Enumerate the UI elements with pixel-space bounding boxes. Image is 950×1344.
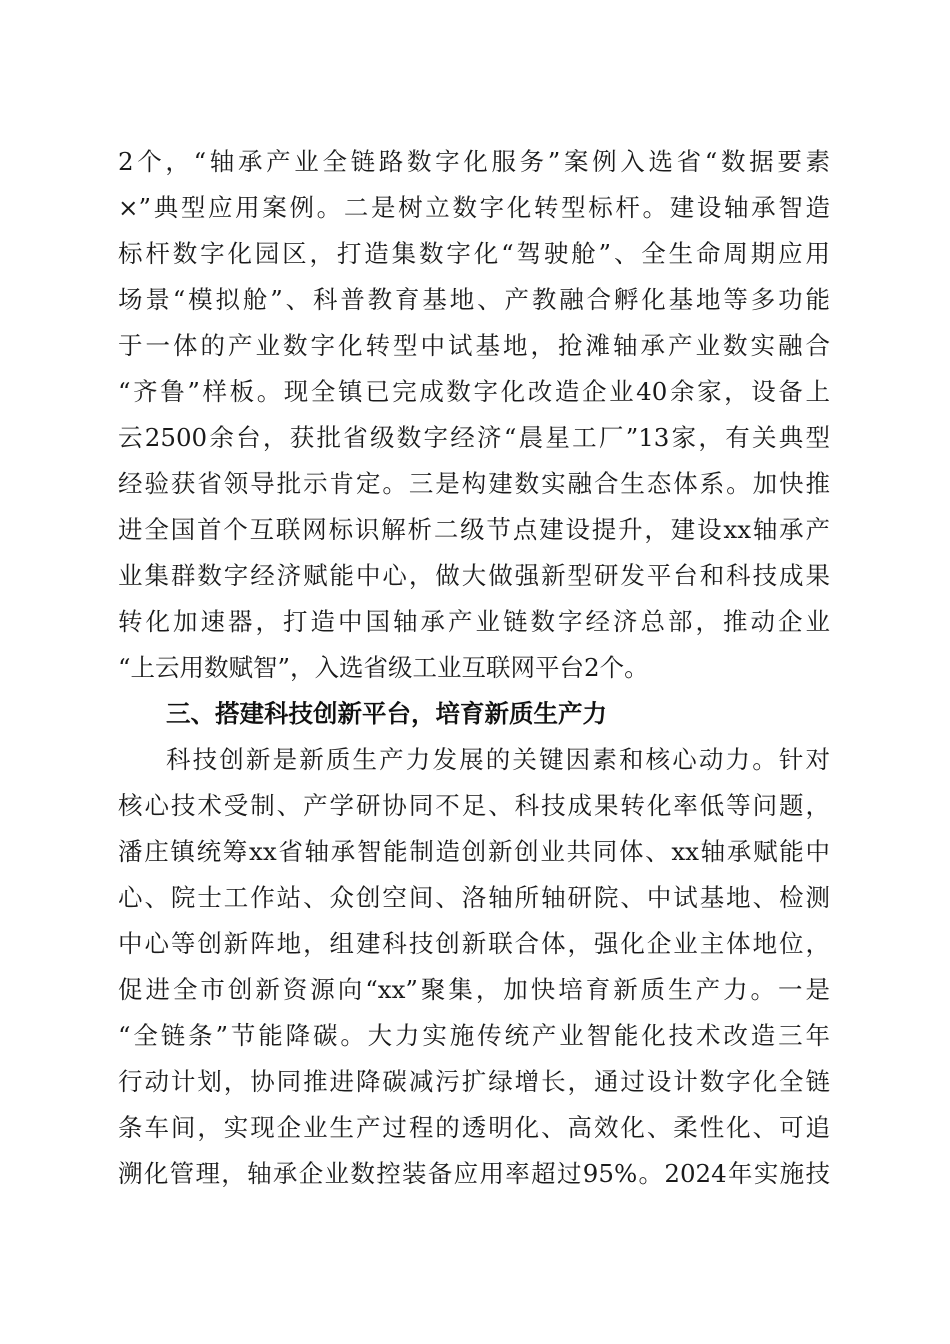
paragraph-line: “全链条”节能降碳。大力实施传统产业智能化技术改造三年 [118, 1021, 830, 1050]
paragraph-line: 核心技术受制、产学研协同不足、科技成果转化率低等问题， [118, 791, 830, 820]
paragraph-line: 转化加速器，打造中国轴承产业链数字经济总部，推动企业 [118, 607, 830, 636]
paragraph-line: 潘庄镇统筹xx省轴承智能制造创新创业共同体、xx轴承赋能中 [118, 837, 830, 866]
paragraph-line: 进全国首个互联网标识解析二级节点建设提升，建设xx轴承产 [118, 515, 830, 544]
paragraph-line: ×”典型应用案例。二是树立数字化转型标杆。建设轴承智造 [118, 193, 830, 222]
paragraph-line: 心、院士工作站、众创空间、洛轴所轴研院、中试基地、检测 [118, 883, 830, 912]
paragraph-line: 条车间，实现企业生产过程的透明化、高效化、柔性化、可追 [118, 1113, 830, 1142]
section-heading: 三、搭建科技创新平台，培育新质生产力 [166, 699, 607, 728]
paragraph-line: 溯化管理，轴承企业数控装备应用率超过95%。2024年实施技 [118, 1159, 830, 1188]
paragraph-line: 促进全市创新资源向“xx”聚集，加快培育新质生产力。一是 [118, 975, 830, 1004]
paragraph-line: 标杆数字化园区，打造集数字化“驾驶舱”、全生命周期应用 [118, 239, 830, 268]
paragraph-line: 经验获省领导批示肯定。三是构建数实融合生态体系。加快推 [118, 469, 830, 498]
paragraph-line: 2个，“轴承产业全链路数字化服务”案例入选省“数据要素 [118, 147, 830, 176]
paragraph-line: 业集群数字经济赋能中心，做大做强新型研发平台和科技成果 [118, 561, 830, 590]
paragraph-line: 于一体的产业数字化转型中试基地，抢滩轴承产业数实融合 [118, 331, 830, 360]
paragraph-line: “齐鲁”样板。现全镇已完成数字化改造企业40余家，设备上 [118, 377, 830, 406]
paragraph-first-line: 科技创新是新质生产力发展的关键因素和核心动力。针对 [166, 745, 830, 774]
paragraph-line: 云2500余台，获批省级数字经济“晨星工厂”13家，有关典型 [118, 423, 830, 452]
paragraph-line: 场景“模拟舱”、科普教育基地、产教融合孵化基地等多功能 [118, 285, 830, 314]
paragraph-line: 行动计划，协同推进降碳减污扩绿增长，通过设计数字化全链 [118, 1067, 830, 1096]
paragraph-line-last: “上云用数赋智”，入选省级工业互联网平台2个。 [118, 653, 649, 682]
paragraph-line: 中心等创新阵地，组建科技创新联合体，强化企业主体地位， [118, 929, 830, 958]
